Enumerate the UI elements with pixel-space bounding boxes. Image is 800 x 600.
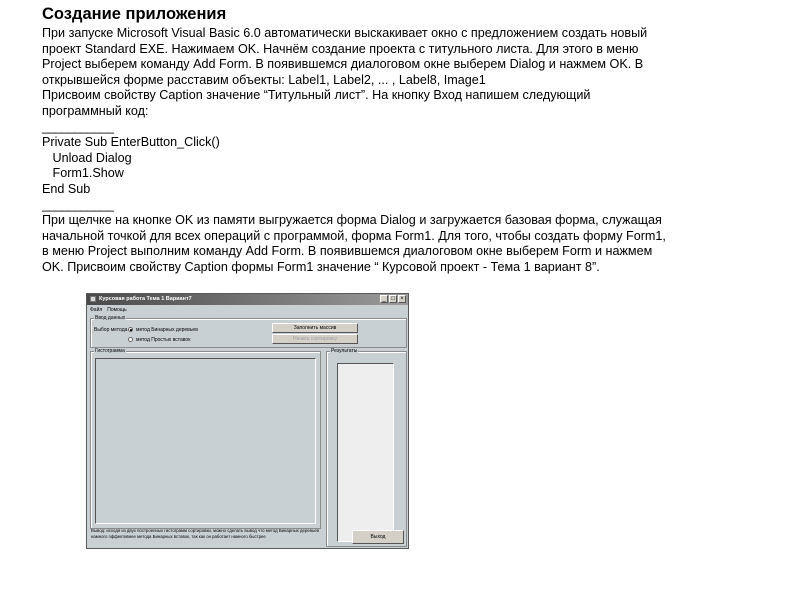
histogram-frame — [90, 348, 321, 529]
separator-line: ___________ — [42, 197, 114, 212]
document — [42, 4, 742, 276]
close-button[interactable]: × — [398, 295, 406, 303]
window-titlebar — [87, 294, 408, 305]
radio-simple-insert[interactable] — [128, 337, 133, 342]
histogram-area — [95, 358, 316, 524]
code-line: End Sub — [42, 181, 91, 196]
conclusion-label: Вывод: исходя из двух построенных гистограмм сортировки, можно сделать вывод что метод Бинарных деревьев намного эффективнее метода Бинарных вставок, так как он работает намного быстрее — [91, 528, 319, 539]
code-line: Private Sub EnterButton_Click() — [42, 135, 220, 150]
radio-binary-tree[interactable] — [128, 327, 133, 332]
input-frame-caption: Ввод данных — [95, 315, 126, 321]
maximize-button[interactable]: □ — [389, 295, 397, 303]
code-line: Unload Dialog — [42, 150, 132, 165]
radio-simple-insert-label: метод Простых вставок — [136, 337, 191, 343]
page-title: Создание приложения — [42, 5, 227, 23]
radio-binary-tree-label: метод Бинарных деревьев — [136, 327, 198, 333]
form1-paragraph: При щелчке на кнопке OK из памяти выгружается форма Dialog и загружается базовая форма, служащая начальной точкой для всех операций с программой, форма Form1. Для того, чтобы создать форму Form1, в меню Project выполним команду Add Form. В появившемся диалоговом окне выберем Form и нажмем OK. Присвоим свойству Caption формы Form1 значение “ Курсовой проект - Тема 1 вариант 8”. — [42, 213, 666, 274]
method-label: Выбор метода — [94, 327, 128, 333]
window-title: Курсовая работа Тема 1 Вариант7 — [99, 296, 192, 302]
results-frame — [326, 348, 407, 547]
menu-help[interactable]: Помощь — [107, 307, 127, 313]
results-caption: Результаты — [331, 348, 358, 354]
histogram-caption: Гистограмма — [95, 348, 125, 354]
menu-bar — [88, 306, 127, 314]
separator-line: ___________ — [42, 119, 114, 134]
caption-paragraph: Присвоим свойству Caption значение “Титульный лист”. На кнопку Вход напишем следующий программный код: — [42, 88, 591, 118]
exit-button[interactable]: Выход — [352, 530, 404, 544]
minimize-button[interactable]: _ — [380, 295, 388, 303]
input-frame — [90, 315, 407, 348]
intro-paragraph: При запуске Microsoft Visual Basic 6.0 автоматически выскакивает окно с предложением создать новый проект Standard EXE. Нажимаем OK. Начнём создание проекта с титульного листа. Для этого в меню Project выберем команду Add Form. В появившемся диалоговом окне выберем Dialog и нажмем OK. В открывшейся форме расставим объекты: Label1, Label2, ... , Label8, Image1 — [42, 26, 648, 87]
menu-file[interactable]: Файл — [90, 307, 103, 313]
app-icon — [90, 296, 96, 302]
code-line: Form1.Show — [42, 166, 124, 181]
vb-form-screenshot — [86, 293, 409, 549]
results-list[interactable] — [337, 363, 394, 542]
fill-array-button[interactable]: Заполнить массив — [272, 323, 358, 333]
start-sort-button[interactable]: Начать сортировку — [272, 334, 358, 344]
